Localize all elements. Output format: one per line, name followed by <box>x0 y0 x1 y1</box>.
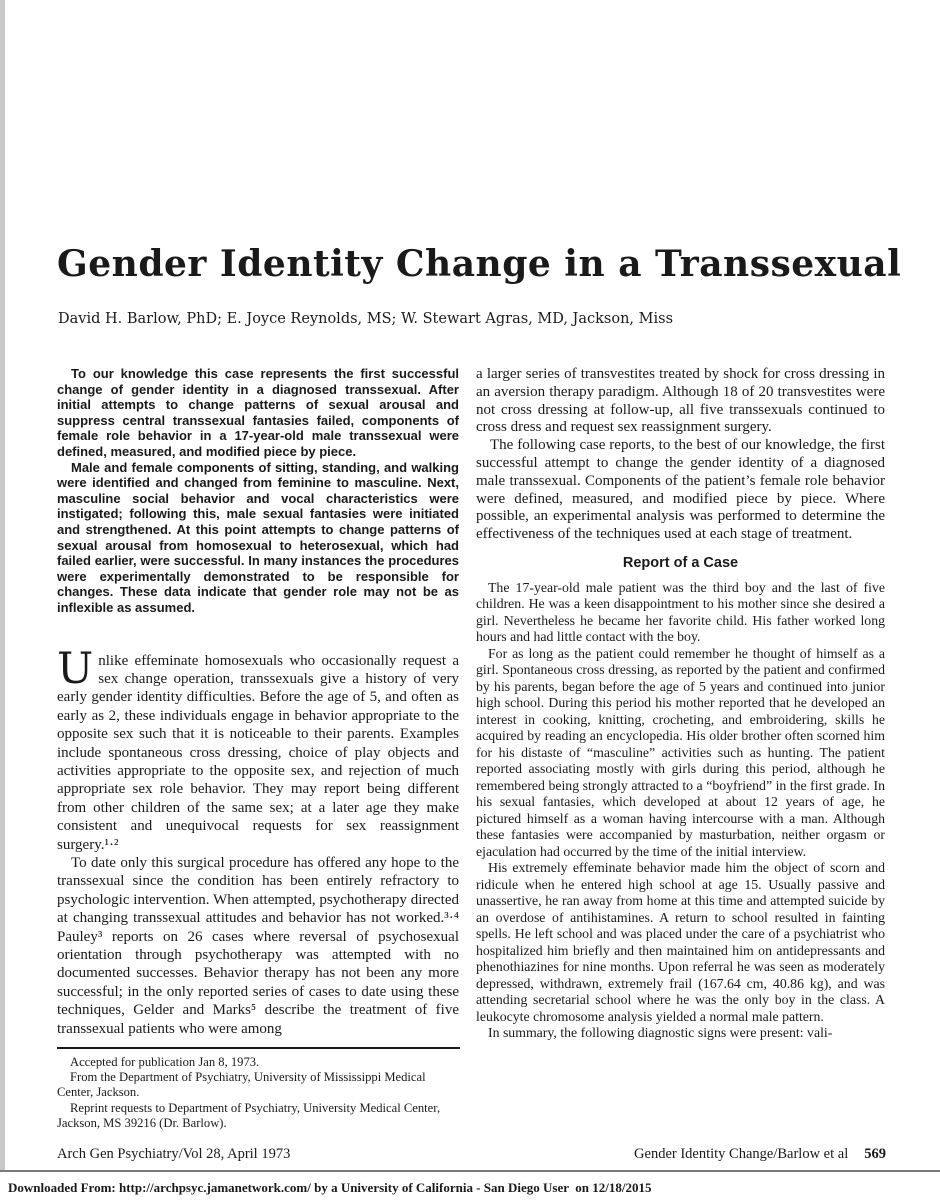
abstract-paragraph: Male and female components of sitting, standing, and walking were identified and changed from feminine to masculine. Next, masculine social behavior and vocal characteristics were instigated; following this, male sexual fantasies were initiated and strengthened. At this point attempts to change patterns of sexual arousal from homosexual to heterosexual, which had failed earlier, were successful. In many instances the procedures were experimentally demonstrated to be responsible for changes. These data indicate that gender role may not be as inflexible as assumed. <box>57 459 459 615</box>
case-paragraph: For as long as the patient could remember he thought of himself as a girl. Spontaneous cross dressing, as reported by the patient and confirmed by his parents, began before the age of 5 years and continued into junior high school. During this period his mother reported that he developed an interest in cooking, knitting, crocheting, and embroidering, skills he acquired by reading an encyclopedia. His older brother often scorned him for his distaste of “masculine” activities such as hunting. The patient reported associating mostly with girls during this period, although he remembered being strongly attracted to a “boyfriend” in the first grade. In his sexual fantasies, which developed at about 12 years of age, he pictured himself as a woman having intercourse with a man. Although these fantasies were accompanied by masturbation, neither orgasm or ejaculation had occurred by the time of the initial interview. <box>476 645 885 859</box>
right-column <box>476 366 885 1042</box>
running-head-group <box>634 1146 886 1163</box>
download-stamp: Downloaded From: http://archpsyc.jamanetwork.com/ by a University of California - San Diego User on 12/18/2015 <box>8 1180 652 1195</box>
scan-edge-strip <box>0 0 5 1171</box>
scan-bottom-edge <box>0 1170 940 1172</box>
left-column <box>57 366 459 1038</box>
intro-paragraph <box>57 643 459 854</box>
body-paragraph: The following case reports, to the best of our knowledge, the first successful attempt to change the gender identity of a diagnosed male transsexual. Components of the patient’s female role behavior were defined, measured, and modified piece by piece. Where possible, an experimental analysis was performed to determine the effectiveness of the techniques used at each stage of treatment. <box>476 437 885 543</box>
footnote-divider-rule <box>57 1047 460 1049</box>
case-paragraph: In summary, the following diagnostic signs were present: vali- <box>488 1025 833 1041</box>
dropcap-letter: U <box>57 643 94 694</box>
intro-paragraph-text: nlike effeminate homosexuals who occasionally request a sex change operation, transsexuals give a history of very early gender identity difficulties. Before the age of 5, and often as early as 2, these individuals engage in behavior appropriate to the opposite sex such that it is noticeable to their parents. Examples include spontaneous cross dressing, choice of play objects and activities appropriate to the opposite sex, and rejection of much appropriate sex role behavior. They may report being different from other children of the same sex; at a later age they make consistent and unequivocal requests for sex reassignment surgery.¹·² <box>57 652 459 853</box>
case-paragraph: His extremely effeminate behavior made him the object of scorn and ridicule when he entered high school at age 15. Usually passive and unassertive, he ran away from home at this time and attempted suicide by an overdose of antihistamines. A return to school resulted in fainting spells. He left school and was placed under the care of a psychiatrist who hospitalized him briefly and then maintained him on antidepressants and phenothiazines for nine months. Upon referral he was seen as moderately depressed, withdrawn, extremely frail (167.64 cm, 40.86 kg), and was attending secretarial school where he was the only boy in the class. A leukocyte chromosome analysis yielded a normal male pattern. <box>476 860 885 1024</box>
footnotes <box>57 1055 460 1131</box>
page-number: 569 <box>864 1146 886 1162</box>
body-text-continued <box>476 366 885 544</box>
case-paragraph: The 17-year-old male patient was the third boy and the last of five children. He was a keen disappointment to his mother since she desired a girl. Nevertheless he became her favorite child. His father worked long hours and had little contact with the boy. <box>476 579 885 645</box>
footnote-line: Reprint requests to Department of Psychiatry, University Medical Center, Jackson, MS 39216 (Dr. Barlow). <box>57 1100 441 1130</box>
page-footer <box>57 1146 886 1163</box>
case-report <box>476 580 885 1042</box>
intro-paragraph: To date only this surgical procedure has offered any hope to the transsexual since the condition has been entirely refractory to psychologic intervention. When attempted, psychotherapy directed at changing transsexual attitudes and behavior has not worked.³·⁴ Pauley³ reports on 26 cases where reversal of psychosexual orientation through psychotherapy was attempted with no documented successes. Behavior therapy has not been any more successful; in the only reported series of cases to date using these techniques, Gelder and Marks⁵ describe the treatment of five transsexual patients who were among <box>57 854 459 1037</box>
abstract <box>57 366 459 616</box>
running-head: Gender Identity Change/Barlow et al <box>634 1146 849 1162</box>
body-paragraph: a larger series of transvestites treated by shock for cross dressing in an aversion therapy paradigm. Although 18 of 20 transvestites were not cross dressing at follow-up, all five transsexuals continued to cross dress and request sex reassignment surgery. <box>476 366 885 436</box>
journal-citation: Arch Gen Psychiatry/Vol 28, April 1973 <box>57 1146 291 1162</box>
abstract-paragraph: To our knowledge this case represents the first successful change of gender identity in a diagnosed transsexual. After initial attempts to change patterns of sexual arousal and suppress central transsexual fantasies failed, components of female role behavior in a 17-year-old male transsexual were defined, measured, and modified piece by piece. <box>57 366 459 459</box>
section-heading-report-of-a-case: Report of a Case <box>622 554 739 571</box>
footnote-line: From the Department of Psychiatry, University of Mississippi Medical Center, Jackson. <box>57 1070 426 1100</box>
article-title: Gender Identity Change in a Transsexual <box>57 243 902 285</box>
authors-line: David H. Barlow, PhD; E. Joyce Reynolds, MS; W. Stewart Agras, MD, Jackson, Miss <box>58 311 674 327</box>
introduction <box>57 643 459 1039</box>
footnote-line: Accepted for publication Jan 8, 1973. <box>70 1055 260 1069</box>
